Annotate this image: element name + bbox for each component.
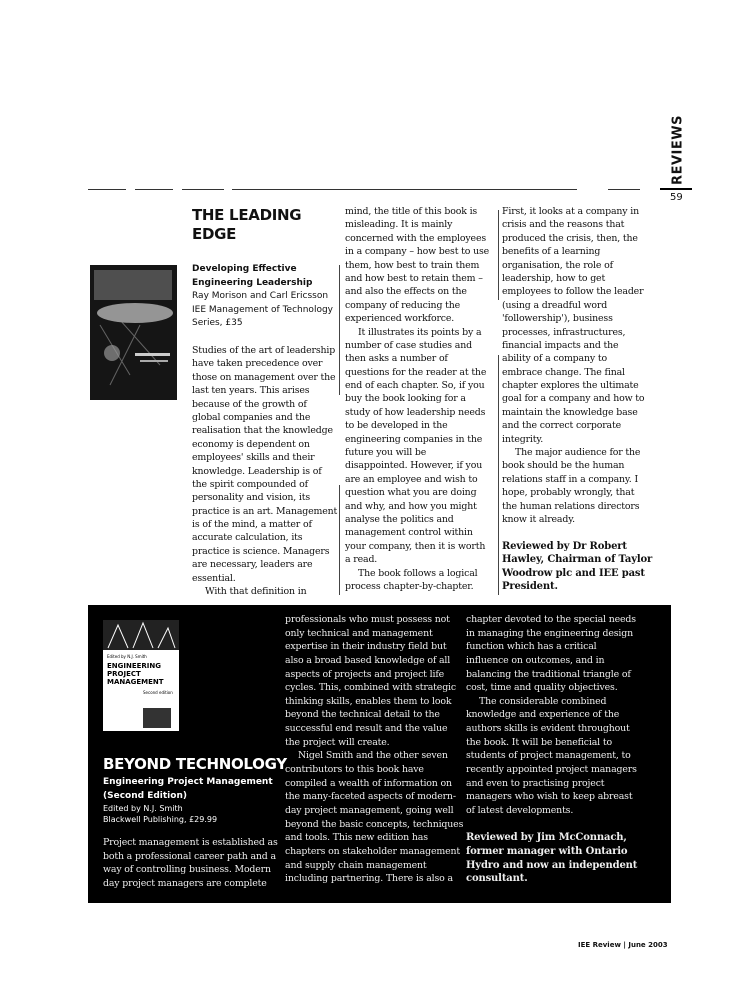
text-line: contributors to this book have bbox=[285, 764, 424, 776]
book-title: Engineering Project Management bbox=[103, 777, 273, 787]
reviewer-credit: Reviewed by Dr Robert bbox=[502, 540, 627, 552]
text-line: beyond the basic concepts, techniques bbox=[285, 818, 464, 830]
text-line: accurate calculation, its bbox=[192, 532, 303, 544]
header-rule bbox=[88, 189, 126, 190]
text-line: the project will create. bbox=[285, 736, 390, 748]
title-line: EDGE bbox=[192, 225, 237, 243]
text-line: and why, and how you might bbox=[345, 500, 477, 512]
cover-editor: Edited by N.J. Smith bbox=[107, 654, 147, 659]
text-line: Nigel Smith and the other seven bbox=[298, 750, 448, 762]
text-line: process chapter-by-chapter. bbox=[345, 580, 474, 592]
text-line: end of each chapter. So, if you bbox=[345, 380, 485, 392]
cover-title-line: PROJECT bbox=[107, 670, 141, 678]
text-line: beyond the technical detail to the bbox=[285, 709, 440, 721]
book-price: Series, £35 bbox=[192, 318, 243, 328]
book-series: IEE Management of Technology bbox=[192, 304, 333, 315]
book-authors: Ray Morison and Carl Ericsson bbox=[192, 291, 329, 301]
text-line: crisis and the reasons that bbox=[502, 219, 625, 231]
text-line: including partnering. There is also a bbox=[285, 873, 453, 885]
text-line: successful end result and the value bbox=[285, 723, 448, 735]
text-line: know it already. bbox=[502, 513, 575, 525]
text-line: managers who wish to keep abreast bbox=[466, 791, 633, 803]
text-line: are necessary, leaders are bbox=[192, 559, 313, 571]
review2-column-3 bbox=[466, 613, 637, 886]
text-line: company of reducing the bbox=[345, 299, 461, 311]
section-label bbox=[668, 115, 688, 185]
text-line: processes, infrastructures, bbox=[502, 326, 626, 338]
text-line: book should be the human bbox=[502, 460, 625, 472]
page-number: 59 bbox=[670, 192, 683, 203]
text-line: practice is science. Managers bbox=[192, 545, 330, 557]
text-line: questions for the reader at the bbox=[345, 366, 487, 378]
header-rule bbox=[608, 189, 640, 190]
header-rule bbox=[135, 189, 173, 190]
book-details bbox=[192, 263, 333, 331]
text-line: buy the book looking for a bbox=[345, 393, 466, 405]
reviewer-credit: consultant. bbox=[466, 873, 528, 885]
text-line: your company, then it is worth bbox=[345, 540, 486, 552]
text-line: management control within bbox=[345, 527, 473, 539]
review2-column-1 bbox=[103, 836, 278, 891]
review-title bbox=[192, 206, 301, 244]
text-line: realisation that the knowledge bbox=[192, 425, 333, 437]
text-line: the spirit compounded of bbox=[192, 478, 308, 490]
text-line: hope, probably wrongly, that bbox=[502, 487, 635, 499]
text-line: those on management over the bbox=[192, 371, 336, 383]
text-line: With that definition in bbox=[205, 586, 307, 598]
text-line: because of the growth of bbox=[192, 398, 307, 410]
book-title: Developing Effective bbox=[192, 264, 297, 274]
spacer bbox=[466, 818, 637, 832]
text-line: chapter explores the ultimate bbox=[502, 380, 639, 392]
reviewer-credit: Hawley, Chairman of Taylor bbox=[502, 554, 653, 566]
text-line: professionals who must possess not bbox=[285, 614, 450, 625]
text-line: balancing the traditional triangle of bbox=[466, 668, 631, 680]
text-line: Studies of the art of leadership bbox=[192, 345, 336, 356]
text-line: essential. bbox=[192, 572, 236, 584]
review-title: BEYOND TECHNOLOGY bbox=[103, 755, 287, 773]
text-line: (using a dreadful word bbox=[502, 299, 608, 311]
book-details bbox=[103, 776, 273, 825]
text-line: maintain the knowledge base bbox=[502, 406, 638, 418]
text-line: have taken precedence over bbox=[192, 358, 323, 370]
text-line: employees to follow the leader bbox=[502, 286, 644, 298]
book-cover-image bbox=[103, 620, 179, 731]
text-line: the book. It will be beneficial to bbox=[466, 736, 612, 748]
text-line: relations staff in a company. I bbox=[502, 473, 639, 485]
text-line: number of case studies and bbox=[345, 339, 472, 351]
cover-photo bbox=[143, 708, 171, 728]
text-line: in a company – how best to use bbox=[345, 246, 490, 258]
text-line: global companies and the bbox=[192, 411, 311, 423]
text-line: and even to practising project bbox=[466, 777, 605, 789]
text-line: leadership, how to get bbox=[502, 272, 606, 284]
text-line: mind, the title of this book is bbox=[345, 206, 478, 217]
book-cover-art bbox=[103, 620, 179, 650]
text-line: way of controlling business. Modern bbox=[103, 864, 271, 876]
text-line: only technical and management bbox=[285, 627, 433, 639]
column-divider bbox=[498, 210, 499, 300]
text-line: is of the mind, a matter of bbox=[192, 519, 312, 531]
review1-column-3 bbox=[502, 205, 652, 593]
text-line: in managing the engineering design bbox=[466, 627, 633, 639]
text-line: 'followership'), business bbox=[502, 313, 613, 325]
text-line: misleading. It is mainly bbox=[345, 219, 453, 231]
text-line: aspects of projects and project life bbox=[285, 668, 445, 680]
text-line: also a broad based knowledge of all bbox=[285, 654, 451, 666]
text-line: It illustrates its points by a bbox=[358, 326, 482, 338]
text-line: chapter devoted to the special needs bbox=[466, 614, 636, 625]
header-rule bbox=[182, 189, 224, 190]
text-line: and supply chain management bbox=[285, 859, 427, 871]
text-line: a read. bbox=[345, 554, 378, 566]
text-line: The book follows a logical bbox=[358, 567, 478, 579]
text-line: to be developed in the bbox=[345, 420, 448, 432]
text-line: day project management, going well bbox=[285, 804, 454, 816]
text-line: analyse the politics and bbox=[345, 513, 454, 525]
text-line: and tools. This new edition has bbox=[285, 832, 428, 844]
text-line: benefits of a learning bbox=[502, 246, 601, 258]
column-divider bbox=[339, 485, 340, 595]
text-line: chapters on stakeholder management bbox=[285, 845, 461, 857]
reviewer-credit: Woodrow plc and IEE past bbox=[502, 567, 645, 579]
review2-column-2 bbox=[285, 613, 463, 886]
text-line: financial impacts and the bbox=[502, 339, 619, 351]
text-line: disappointed. However, if you bbox=[345, 460, 483, 472]
book-cover-image bbox=[90, 265, 177, 400]
text-line: them, how best to train them bbox=[345, 259, 480, 271]
text-line: employees' skills and their bbox=[192, 452, 315, 464]
text-line: produced the crisis, then, the bbox=[502, 232, 638, 244]
text-line: First, it looks at a company in bbox=[502, 206, 640, 217]
column-divider bbox=[498, 355, 499, 595]
text-line: are an employee and wish to bbox=[345, 473, 478, 485]
text-line: of latest developments. bbox=[466, 804, 574, 816]
text-line: personality and vision, its bbox=[192, 492, 311, 504]
book-editor: Edited by N.J. Smith bbox=[103, 804, 183, 813]
spacer bbox=[502, 526, 652, 539]
text-line: embrace change. The final bbox=[502, 366, 625, 378]
text-line: future you will be bbox=[345, 447, 427, 459]
text-line: day project managers are complete bbox=[103, 877, 267, 889]
text-line: thinking skills, enables them to look bbox=[285, 695, 452, 707]
text-line: The considerable combined bbox=[479, 695, 607, 707]
text-line: both a professional career path and a bbox=[103, 850, 276, 862]
text-line: practice is an art. Management bbox=[192, 505, 338, 517]
text-line: Project management is established as bbox=[103, 837, 278, 848]
reviewer-credit: President. bbox=[502, 580, 558, 592]
page-footer: IEE Review | June 2003 bbox=[578, 941, 668, 949]
text-line: cycles. This, combined with strategic bbox=[285, 682, 457, 694]
text-line: goal for a company and how to bbox=[502, 393, 645, 405]
text-line: The major audience for the bbox=[515, 447, 641, 459]
review1-column-2 bbox=[345, 205, 489, 593]
header-rule bbox=[232, 189, 577, 190]
reviewer-credit: former manager with Ontario bbox=[466, 845, 628, 857]
cover-title-line: ENGINEERING bbox=[107, 662, 162, 670]
text-line: question what you are doing bbox=[345, 487, 477, 499]
text-line: and the correct corporate bbox=[502, 420, 622, 432]
text-line: expertise in their industry field but bbox=[285, 641, 447, 653]
text-line: and also the effects on the bbox=[345, 286, 467, 298]
text-line: knowledge and experience of the bbox=[466, 709, 620, 721]
text-line: ability of a company to bbox=[502, 353, 607, 365]
reviewer-credit: Hydro and now an independent bbox=[466, 859, 638, 871]
book-cover-art bbox=[90, 265, 177, 400]
text-line: compiled a wealth of information on bbox=[285, 777, 452, 789]
text-line: students of project management, to bbox=[466, 750, 631, 762]
cover-edition: Second edition bbox=[143, 690, 173, 695]
column-divider bbox=[339, 265, 340, 395]
text-line: concerned with the employees bbox=[345, 232, 487, 244]
book-title: (Second Edition) bbox=[103, 790, 187, 801]
cover-title bbox=[107, 662, 179, 686]
text-line: cost, time and quality objectives. bbox=[466, 682, 618, 694]
review1-column-1 bbox=[192, 344, 337, 598]
book-publisher-price: Blackwell Publishing, £29.99 bbox=[103, 815, 218, 824]
text-line: and how best to retain them – bbox=[345, 272, 483, 284]
reviewer-credit: Reviewed by Jim McConnach, bbox=[466, 832, 627, 844]
text-line: the many-faceted aspects of modern- bbox=[285, 791, 456, 803]
text-line: study of how leadership needs bbox=[345, 406, 486, 418]
text-line: organisation, the role of bbox=[502, 259, 613, 271]
section-label-text: REVIEWS bbox=[670, 115, 686, 185]
text-line: then asks a number of bbox=[345, 353, 448, 365]
header-rule bbox=[660, 188, 692, 190]
text-line: knowledge. Leadership is of bbox=[192, 465, 322, 477]
text-line: influence on outcomes, and in bbox=[466, 654, 605, 666]
text-line: engineering companies in the bbox=[345, 433, 483, 445]
cover-title-line: MANAGEMENT bbox=[107, 678, 164, 686]
text-line: recently appointed project managers bbox=[466, 764, 637, 776]
text-line: function which has a critical bbox=[466, 641, 597, 653]
book-title: Engineering Leadership bbox=[192, 277, 313, 288]
text-line: experienced workforce. bbox=[345, 313, 455, 325]
text-line: last ten years. This arises bbox=[192, 385, 310, 397]
title-line: THE LEADING bbox=[192, 206, 302, 224]
text-line: integrity. bbox=[502, 433, 544, 445]
text-line: authors skills is evident throughout bbox=[466, 723, 630, 735]
text-line: the human relations directors bbox=[502, 500, 640, 512]
text-line: economy is dependent on bbox=[192, 438, 310, 450]
